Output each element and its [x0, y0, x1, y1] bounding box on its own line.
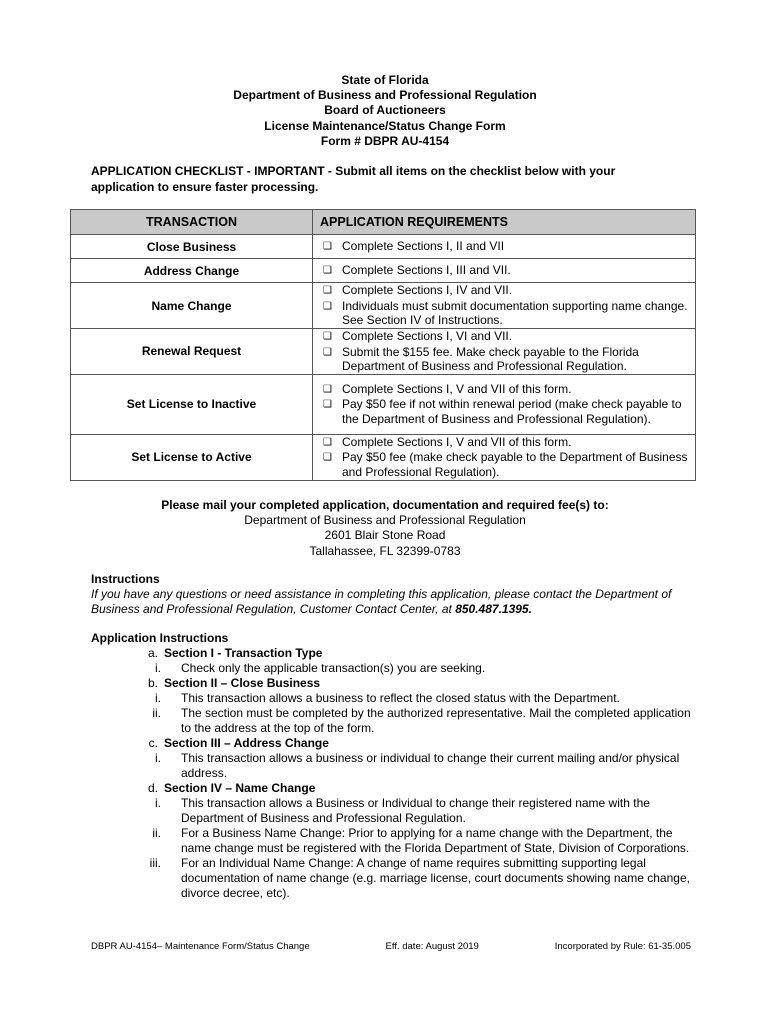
requirement-text: Pay $50 fee if not within renewal period (make check payable to the Department of Business and Professional Regulation).	[342, 397, 682, 427]
item-text: This transaction allows a business or individual to change their current mailing and/or physical address.	[181, 751, 680, 780]
checklist-intro: APPLICATION CHECKLIST - IMPORTANT - Submit all items on the checklist below with your application to ensure faster processing.	[91, 164, 616, 194]
item-number: ii.	[152, 826, 161, 840]
footer-rule: Incorporated by Rule: 61-35.005	[554, 941, 691, 952]
transaction-name: Name Change	[71, 283, 313, 329]
instruction-item	[91, 691, 691, 706]
item-number: i.	[155, 691, 161, 705]
header-department: Department of Business and Professional Regulation	[233, 88, 537, 103]
requirement-item	[323, 345, 695, 374]
page-footer	[91, 941, 691, 952]
instruction-section	[91, 781, 691, 796]
requirement-text: Complete Sections I, IV and VII.	[342, 283, 513, 298]
checkbox-icon: ❑	[323, 285, 332, 297]
mailing-address-block	[0, 498, 770, 559]
header-form-title: License Maintenance/Status Change Form	[264, 118, 506, 133]
requirement-text: Complete Sections I, II and VII	[342, 238, 505, 253]
checkbox-icon: ❑	[323, 331, 332, 342]
requirement-text: Complete Sections I, III and VII.	[342, 262, 511, 277]
transaction-name: Set License to Active	[71, 434, 313, 480]
mailing-line-1: Department of Business and Professional Regulation	[244, 513, 526, 528]
instruction-item	[91, 826, 691, 856]
checkbox-icon: ❑	[323, 383, 332, 395]
instruction-sections	[91, 646, 691, 901]
checkbox-icon: ❑	[323, 240, 332, 252]
instruction-section	[91, 646, 691, 661]
requirements-cell	[313, 434, 696, 480]
item-text: For a Business Name Change: Prior to applying for a name change with the Department, the name change must be registered with the Florida Department of State, Division of Corporations.	[181, 826, 690, 855]
table-row	[71, 235, 696, 259]
form-header	[0, 73, 770, 149]
requirement-text: Individuals must submit documentation supporting name change. See Section IV of Instructions.	[342, 298, 688, 328]
requirement-text: Complete Sections I, V and VII of this form.	[342, 381, 572, 396]
item-number: ii.	[152, 706, 161, 720]
checkbox-icon: ❑	[323, 452, 332, 464]
requirements-cell	[313, 259, 696, 283]
requirement-item	[323, 435, 695, 451]
item-text: This transaction allows a Business or Individual to change their registered name with the Department of Business and Professional Regulation.	[181, 796, 650, 825]
table-header-row	[71, 210, 696, 235]
header-board: Board of Auctioneers	[324, 103, 446, 118]
instruction-item	[91, 706, 691, 736]
application-instructions-heading: Application Instructions	[91, 631, 229, 645]
mailing-heading: Please mail your completed application, documentation and required fee(s) to:	[161, 498, 609, 512]
checkbox-icon: ❑	[323, 436, 332, 448]
requirements-cell	[313, 283, 696, 329]
item-text: For an Individual Name Change: A change of name requires submitting supporting legal documentation of name change (e.g. marriage license, court documents showing name change, divorce decree, etc).	[181, 856, 690, 900]
instruction-item	[91, 796, 691, 826]
instructions-block	[91, 572, 691, 617]
checkbox-icon: ❑	[323, 264, 332, 276]
instruction-item	[91, 661, 691, 676]
requirements-cell	[313, 374, 696, 434]
mailing-line-2: 2601 Blair Stone Road	[324, 528, 446, 543]
transaction-name: Set License to Inactive	[71, 374, 313, 434]
section-title: Section III – Address Change	[164, 736, 329, 750]
item-number: i.	[155, 751, 161, 765]
table-row	[71, 434, 696, 480]
checkbox-icon: ❑	[323, 346, 332, 358]
item-number: i.	[155, 661, 161, 675]
requirement-text: Complete Sections I, VI and VII.	[342, 329, 513, 343]
item-text: This transaction allows a business to reflect the closed status with the Department.	[181, 691, 620, 705]
section-title: Section II – Close Business	[164, 676, 321, 690]
requirement-text: Pay $50 fee (make check payable to the Department of Business and Professional Regulation).	[342, 450, 688, 479]
instructions-paragraph	[91, 587, 691, 617]
section-letter: a.	[147, 646, 158, 660]
section-title: Section IV – Name Change	[164, 781, 316, 795]
table-row	[71, 259, 696, 283]
requirements-cell	[313, 235, 696, 259]
item-number: i.	[155, 796, 161, 810]
item-text: Check only the applicable transaction(s) you are seeking.	[181, 661, 486, 675]
requirement-item	[323, 283, 695, 299]
transaction-name: Renewal Request	[71, 329, 313, 375]
column-header-transaction: TRANSACTION	[71, 210, 313, 235]
requirements-cell	[313, 329, 696, 375]
section-title: Section I - Transaction Type	[164, 646, 323, 660]
instruction-item	[91, 751, 691, 781]
table-row	[71, 283, 696, 329]
requirement-text: Submit the $155 fee. Make check payable to the Florida Department of Business and Professional Regulation.	[342, 344, 639, 374]
checkbox-icon: ❑	[323, 399, 332, 411]
section-letter: d.	[147, 781, 158, 795]
requirement-item	[323, 329, 695, 345]
header-state: State of Florida	[341, 73, 429, 87]
footer-effective-date: Eff. date: August 2019	[385, 941, 479, 952]
item-text: The section must be completed by the authorized representative. Mail the completed application to the address at the top of the form.	[181, 706, 691, 735]
requirement-item	[323, 397, 695, 426]
requirement-item	[323, 450, 695, 479]
mailing-line-3: Tallahassee, FL 32399-0783	[309, 543, 461, 558]
instructions-text: If you have any questions or need assistance in completing this application, please contact the Department of Business and Professional Regulation, Customer Contact Center, at	[91, 587, 672, 616]
requirement-item	[323, 299, 695, 328]
application-instructions	[91, 631, 691, 901]
instruction-section	[91, 676, 691, 691]
table-row	[71, 329, 696, 375]
item-number: iii.	[149, 856, 161, 870]
transaction-table-body	[71, 235, 696, 481]
transaction-name: Address Change	[71, 259, 313, 283]
footer-form-id: DBPR AU-4154– Maintenance Form/Status Change	[91, 941, 310, 952]
instruction-section	[91, 736, 691, 751]
section-letter: c.	[148, 736, 158, 750]
requirement-item	[323, 263, 695, 279]
requirement-item	[323, 382, 695, 398]
instructions-heading: Instructions	[91, 572, 160, 586]
requirement-item	[323, 239, 695, 255]
table-row	[71, 374, 696, 434]
instruction-item	[91, 856, 691, 901]
transaction-table	[70, 209, 696, 481]
checkbox-icon: ❑	[323, 300, 332, 312]
header-form-number: Form # DBPR AU-4154	[320, 133, 450, 148]
section-letter: b.	[147, 676, 158, 690]
contact-phone: 850.487.1395.	[455, 602, 532, 616]
requirement-text: Complete Sections I, V and VII of this form.	[342, 434, 572, 449]
transaction-name: Close Business	[71, 235, 313, 259]
column-header-requirements: APPLICATION REQUIREMENTS	[313, 210, 696, 235]
